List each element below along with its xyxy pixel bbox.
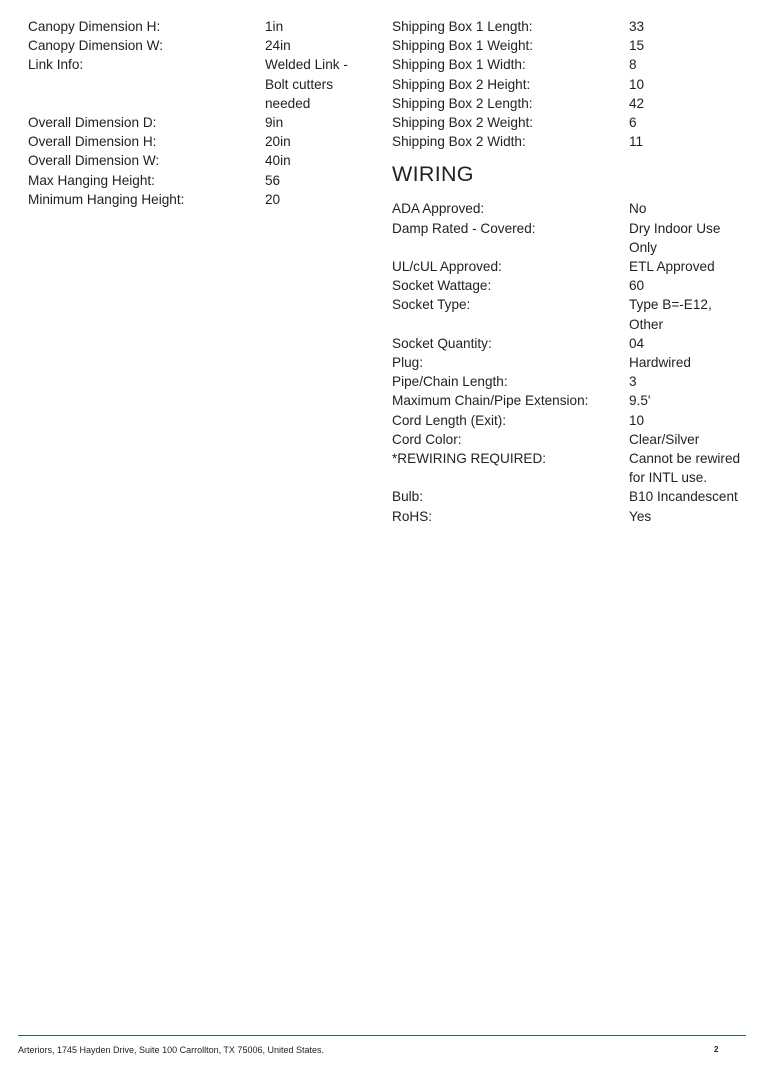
right-spec-column	[392, 17, 752, 526]
spec-value: 56	[265, 172, 281, 188]
spec-row	[392, 391, 752, 410]
spec-value: Clear/Silver	[629, 431, 700, 447]
spec-value: 04	[629, 335, 645, 351]
spec-value: 9in	[265, 115, 284, 131]
spec-row	[392, 295, 752, 333]
spec-label: ADA Approved:	[392, 201, 485, 217]
spec-row	[392, 219, 752, 257]
spec-value: 15	[629, 38, 645, 54]
spec-label: Plug:	[392, 355, 423, 371]
spec-row	[392, 372, 752, 391]
spec-value: 1in	[265, 19, 284, 34]
spec-value: Type B=-E12, Other	[629, 297, 712, 332]
spec-label: Bulb:	[392, 489, 423, 505]
spec-label: Cord Length (Exit):	[392, 412, 507, 428]
spec-label: Canopy Dimension H:	[28, 19, 161, 34]
wiring-specs	[392, 199, 752, 525]
page-number: 2	[714, 1045, 719, 1054]
spec-label: Pipe/Chain Length:	[392, 374, 508, 390]
spec-label: Socket Quantity:	[392, 335, 492, 351]
spec-row	[392, 507, 752, 526]
spec-row	[392, 334, 752, 353]
spec-row	[392, 257, 752, 276]
spec-value: 20	[265, 191, 281, 207]
spec-row	[28, 190, 368, 209]
spec-row	[28, 132, 368, 151]
spec-label: UL/cUL Approved:	[392, 259, 502, 275]
spec-value: ETL Approved	[629, 259, 715, 275]
spec-value: 60	[629, 278, 645, 294]
spec-label: Damp Rated - Covered:	[392, 220, 536, 236]
spec-label: Shipping Box 2 Length:	[392, 95, 533, 111]
spec-row	[28, 36, 368, 55]
spec-value: 33	[629, 19, 645, 34]
spec-value: Cannot be rewired for INTL use.	[629, 451, 741, 486]
spec-row	[392, 430, 752, 449]
spec-row	[392, 55, 752, 74]
spec-row	[392, 36, 752, 55]
spec-value: B10 Incandescent	[629, 489, 738, 505]
spec-label: Shipping Box 2 Width:	[392, 134, 526, 150]
spec-row	[28, 55, 368, 113]
shipping-specs	[392, 17, 752, 151]
spec-value: 10	[629, 76, 645, 92]
spec-row	[392, 276, 752, 295]
spec-label: *REWIRING REQUIRED:	[392, 451, 547, 467]
footer-address: Arteriors, 1745 Hayden Drive, Suite 100 Carrollton, TX 75006, United States.	[18, 1045, 324, 1055]
spec-label: Maximum Chain/Pipe Extension:	[392, 393, 589, 409]
spec-label: Minimum Hanging Height:	[28, 191, 185, 207]
spec-value: No	[629, 201, 647, 217]
spec-label: Shipping Box 2 Height:	[392, 76, 531, 92]
spec-row	[28, 113, 368, 132]
spec-label: Socket Type:	[392, 297, 471, 313]
spec-row	[28, 171, 368, 190]
spec-value: Yes	[629, 508, 652, 524]
spec-row	[392, 94, 752, 113]
spec-label: Link Info:	[28, 57, 84, 73]
spec-row	[28, 17, 368, 36]
spec-label: Shipping Box 1 Length:	[392, 19, 533, 34]
spec-row	[392, 75, 752, 94]
spec-label: RoHS:	[392, 508, 433, 524]
spec-value: 11	[629, 134, 644, 150]
spec-label: Overall Dimension W:	[28, 153, 160, 169]
spec-label: Overall Dimension D:	[28, 115, 157, 131]
spec-value: 6	[629, 115, 637, 131]
spec-row	[392, 449, 752, 487]
spec-value: Dry Indoor Use Only	[629, 220, 721, 255]
spec-label: Shipping Box 1 Width:	[392, 57, 526, 73]
wiring-heading: WIRING	[392, 162, 474, 187]
spec-label: Shipping Box 1 Weight:	[392, 38, 534, 54]
left-spec-column	[28, 17, 368, 209]
spec-label: Socket Wattage:	[392, 278, 492, 294]
spec-row	[392, 487, 752, 506]
spec-row	[392, 199, 752, 218]
spec-row	[392, 17, 752, 36]
spec-label: Max Hanging Height:	[28, 172, 155, 188]
spec-label: Canopy Dimension W:	[28, 38, 163, 54]
spec-value: 10	[629, 412, 645, 428]
spec-value: 20in	[265, 134, 291, 150]
spec-value: 3	[629, 374, 637, 390]
spec-value: 40in	[265, 153, 291, 169]
spec-row	[392, 132, 752, 151]
spec-row	[392, 411, 752, 430]
spec-label: Overall Dimension H:	[28, 134, 157, 150]
footer-divider	[18, 1035, 746, 1036]
spec-value: 42	[629, 95, 645, 111]
spec-row	[392, 353, 752, 372]
spec-value: 9.5'	[629, 393, 651, 409]
spec-value: 24in	[265, 38, 291, 54]
spec-label: Cord Color:	[392, 431, 462, 447]
spec-row	[392, 113, 752, 132]
spec-row	[28, 151, 368, 170]
spec-label: Shipping Box 2 Weight:	[392, 115, 534, 131]
spec-value: Welded Link - Bolt cutters needed	[265, 57, 348, 111]
spec-value: Hardwired	[629, 355, 691, 371]
spec-value: 8	[629, 57, 637, 73]
